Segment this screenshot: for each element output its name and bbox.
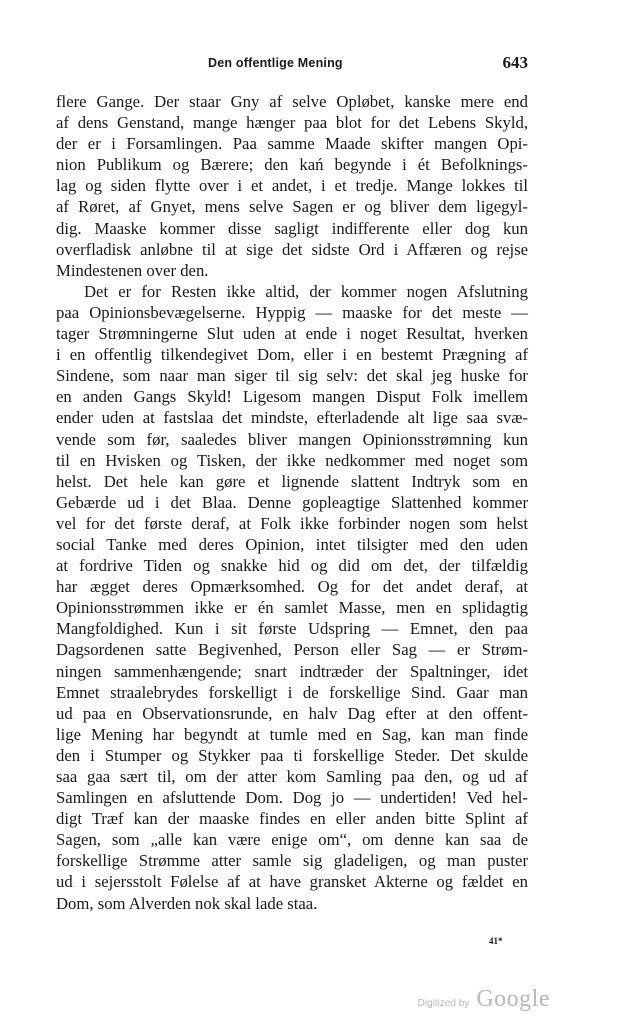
text-line: af Røret, af Gnyet, mens selve Sagen er og bliver dem ligegyl- [56, 197, 528, 217]
text-line: nion Publikum og Bærere; den kań begynde i ét Befolknings- [56, 155, 528, 175]
text-line: Samlingen en afsluttende Dom. Dog jo — undertiden! Ved hel- [56, 788, 528, 808]
digitized-watermark [418, 986, 550, 1013]
body-text [56, 91, 528, 914]
text-line: ud i sejersstolt Følelse af at have gransket Akterne og fældet en [56, 872, 528, 892]
text-line: at fordrive Tiden og snakke hid og did om det, der tilfældig [56, 556, 528, 576]
text-line: Sindene, som naar man siger til sig selv: det skal jeg huske for [56, 366, 528, 386]
text-line: den i Stumper og Stykker paa ti forskellige Steder. Det skulde [56, 745, 528, 765]
text-line: Dagsordenen satte Begivenhed, Person eller Sag — er Strøm- [56, 640, 528, 660]
text-line: af dens Genstand, mange hænger paa blot for det Lebens Skyld, [56, 113, 528, 133]
text-line: tager Strømningerne Slut uden at ende i noget Resultat, hverken [56, 324, 528, 344]
text-line: Dom, som Alverden nok skal lade staa. [56, 893, 318, 913]
signature-mark: 41* [489, 936, 503, 946]
text-line: overfladisk anløbne til at sige det sidste Ord i Affæren og rejse [56, 239, 528, 259]
text-line: saa gaa sært til, om der atter kom Samling paa den, og ud af [56, 767, 528, 786]
text-line: Mangfoldighed. Kun i sit første Udspring — Emnet, den paa [56, 619, 528, 639]
google-logo: Google [476, 986, 550, 1012]
paragraph [56, 91, 528, 281]
text-line: Mindestenen over den. [56, 260, 209, 280]
text-line: ud paa en Observationsrunde, en halv Dag efter at den offent- [56, 703, 528, 723]
paragraph [56, 281, 528, 914]
text-line: vende som før, saaledes bliver mangen Opinionsstrømning kun [56, 429, 528, 449]
running-title: Den offentlige Mening [208, 56, 343, 70]
text-line: flere Gange. Der staar Gny af selve Opløbet, kanske mere end [56, 92, 528, 111]
text-line: forskellige Strømme atter samle sig gladeligen, og man puster [56, 851, 528, 871]
text-line: til en Hvisken og Tisken, der ikke nedkommer med noget som [56, 450, 528, 470]
text-line: vel for det første deraf, at Folk ikke forbinder nogen som helst [56, 513, 528, 533]
text-line: helst. Det hele kan gøre et lignende slattent Indtryk som en [56, 471, 528, 491]
text-line: digt Træf kan der maaske findes en eller anden bitte Splint af [56, 809, 528, 829]
text-line: ningen sammenhængende; snart indtræder der Spaltninger, idet [56, 661, 528, 681]
text-line: Opinionsstrømmen ikke er én samlet Masse, men en splidagtig [56, 598, 528, 618]
text-line: paa Opinionsbevægelserne. Hyppig — maaske for det meste — [56, 302, 528, 322]
text-line: Det er for Resten ikke altid, der kommer nogen Afslutning [84, 281, 528, 301]
page-header [0, 53, 632, 80]
text-line: lag og siden flytte over i et andet, i et tredje. Mange lokkes til [56, 176, 528, 196]
text-line: Gebærde ud i det Blaa. Denne gopleagtige Slattenhed kommer [56, 492, 528, 512]
text-line: lige Mening har begyndt at tumle med en Sag, kan man finde [56, 724, 528, 744]
text-line: social Tanke med deres Opinion, intet tilsigter med den uden [56, 534, 528, 554]
text-line: dig. Maaske kommer disse sagligt indifferente eller dog kun [56, 218, 528, 238]
text-line: i en offentlig tilkendegivet Dom, eller i en bestemt Prægning af [56, 345, 528, 365]
text-line: ender uden at fastslaa det mindste, efterladende alt lige saa svæ- [56, 408, 528, 428]
watermark-small-text: Digitized by [417, 998, 470, 1009]
text-line: Emnet straalebrydes forskelligt i de forskellige Sind. Gaar man [56, 682, 528, 702]
text-line: en anden Gangs Skyld! Ligesom mangen Disput Folk imellem [56, 387, 528, 407]
text-line: har ægget deres Opmærksomhed. Og for det andet deraf, at [56, 577, 528, 597]
text-line: der er i Forsamlingen. Paa samme Maade skifter mangen Opi- [56, 134, 528, 154]
text-line: Sagen, som „alle kan være enige om“, om denne kan saa de [56, 830, 528, 850]
page-number: 643 [502, 53, 528, 72]
